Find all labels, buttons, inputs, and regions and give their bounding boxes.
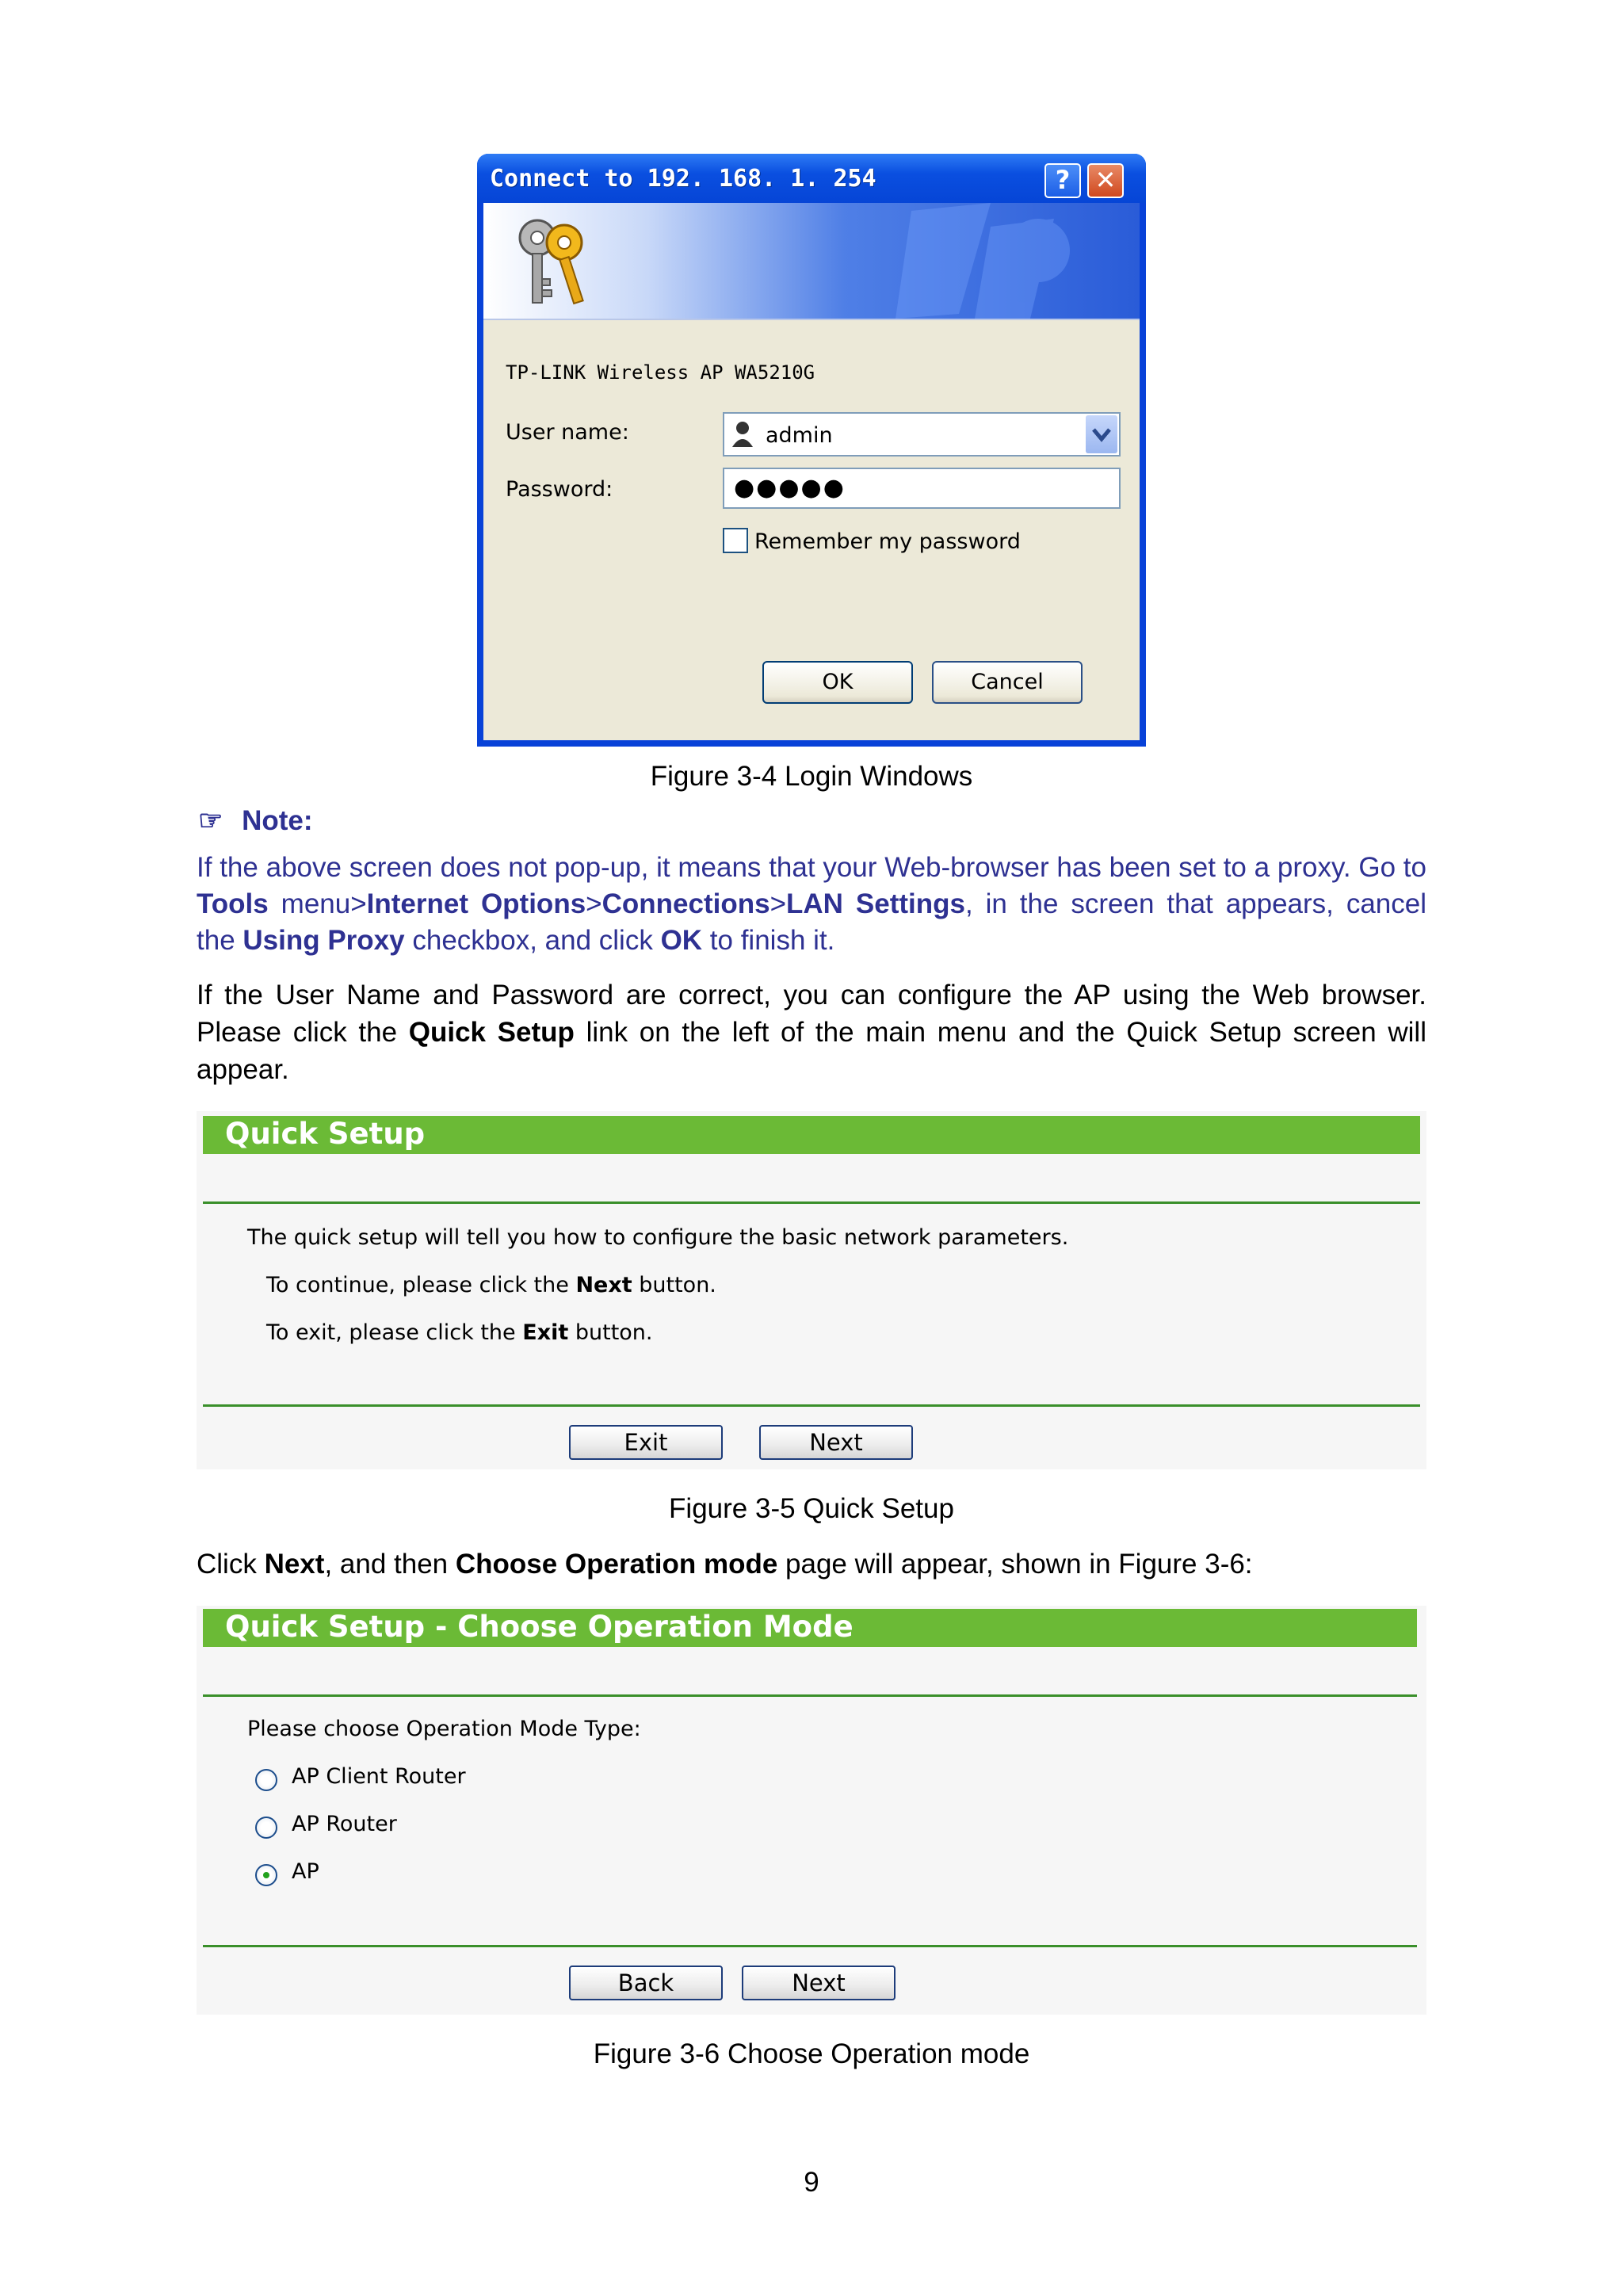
page-number: 9 [804,2167,819,2198]
dialog-banner [483,203,1140,319]
password-value: ●●●●● [734,474,846,502]
option-label: AP [292,1859,319,1884]
radio-ap-router[interactable] [255,1817,277,1839]
quick-setup-intro: The quick setup will tell you how to configure the basic network parameters. [247,1225,1069,1250]
close-button[interactable]: ✕ [1087,163,1124,198]
user-icon [731,420,754,447]
note-heading [198,805,313,837]
username-value: admin [766,423,833,448]
divider [203,1945,1417,1947]
next-button[interactable]: Next [759,1425,913,1460]
radio-ap[interactable] [255,1864,277,1886]
back-button[interactable]: Back [569,1966,723,2000]
username-label: User name: [506,420,629,445]
divider [203,1201,1420,1204]
dialog-titlebar [477,154,1146,203]
remember-checkbox[interactable] [723,528,748,553]
next-button[interactable]: Next [742,1966,896,2000]
password-field[interactable] [723,468,1121,509]
note-text: If the above screen does not pop-up, it means that your Web-browser has been set to a proxy. Go to Tools menu>Internet Options>Connections>LAN Settings, in the screen that appears, cancel the Using Proxy checkbox, and click OK to finish it. [197,852,1427,956]
ok-button[interactable]: OK [762,661,913,704]
continue-text: To continue, please click the Next button. [266,1273,716,1297]
mode-prompt: Please choose Operation Mode Type: [247,1717,641,1741]
figure-6-caption: Figure 3-6 Choose Operation mode [593,2038,1030,2069]
exit-button[interactable]: Exit [569,1425,723,1460]
pointing-hand-icon: ☞ [198,805,223,836]
username-combobox[interactable] [723,412,1121,457]
figure-5-caption: Figure 3-5 Quick Setup [669,1493,954,1524]
exit-text: To exit, please click the Exit button. [266,1320,653,1345]
device-name: TP-LINK Wireless AP WA5210G [506,361,815,384]
dialog-body [483,319,1140,740]
figure-4-caption: Figure 3-4 Login Windows [650,761,973,792]
quick-setup-panel [197,1111,1426,1469]
remember-label: Remember my password [754,529,1021,554]
dialog-title: Connect to 192. 168. 1. 254 [490,165,876,193]
radio-ap-client-router[interactable] [255,1769,277,1791]
paragraph-2: Click Next, and then Choose Operation mode page will appear, shown in Figure 3-6: [197,1549,1253,1580]
divider [203,1404,1420,1407]
password-label: Password: [506,477,613,502]
note-title: Note: [242,805,313,836]
login-dialog [477,154,1146,747]
chevron-down-icon[interactable] [1086,415,1117,453]
cancel-button[interactable]: Cancel [932,661,1083,704]
help-button[interactable]: ? [1044,163,1081,198]
panel-header: Quick Setup [203,1116,1420,1154]
operation-mode-panel [197,1606,1426,2015]
paragraph-1: If the User Name and Password are correct, you can configure the AP using the Web browser. Please click the Quick Setup link on the left of the main menu and the Quick Setup screen will appear. [197,980,1426,1085]
keys-icon [483,203,1140,319]
panel-header: Quick Setup - Choose Operation Mode [203,1609,1417,1647]
divider [203,1694,1417,1697]
option-label: AP Client Router [292,1764,466,1789]
option-label: AP Router [292,1812,397,1836]
